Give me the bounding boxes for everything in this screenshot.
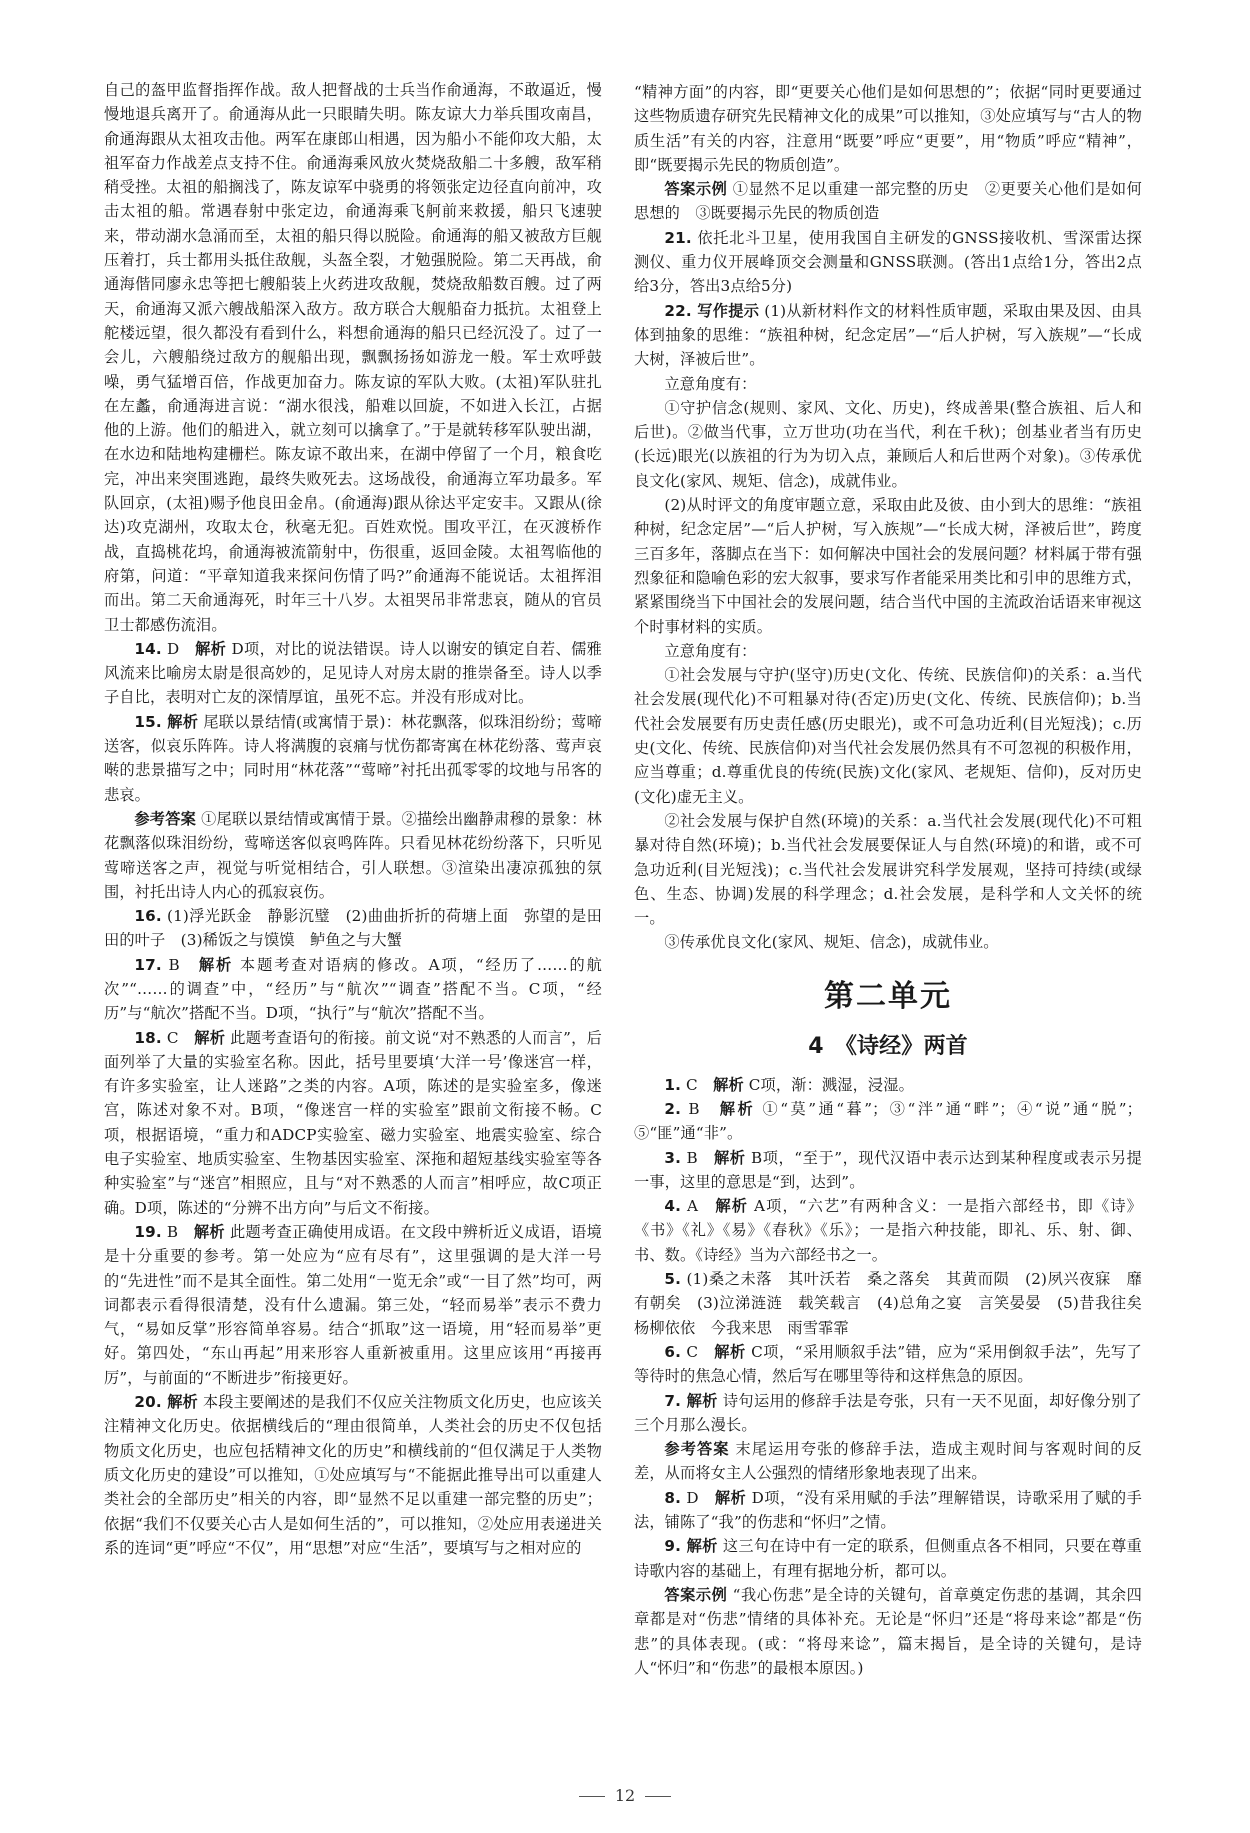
answer-paragraph: 20. 解析 本段主要阐述的是我们不仅应关注物质文化历史，也应该关注精神文化历史。依据横线后的“理由很简单，人类社会的历史不仅包括物质文化历史，也应包括精神文化的历史”和横线前的“但仅满足于人类物质文化历史的建设”可以推知，①处应填写与“不能据此推导出可以重建人类社会的全部历史”相关的内容，即“显然不足以重建一部完整的历史”；依据“我们不仅要关心古人是如何生活的”，可以推知，②处应用表递进关系的连词“更”呼应“不仅”，用“思想”对应“生活”，要填写与之相对应的 <box>104 1393 602 1557</box>
page-number-left-dash <box>579 1796 605 1797</box>
answer-paragraph: 14. D 解析 D项，对比的说法错误。诗人以谢安的镇定自若、儒雅风流来比喻房太尉是很高妙的，足见诗人对房太尉的推崇备至。诗人以季子自比，表明对亡友的深情厚谊，虽死不忘。并没有形成对比。 <box>104 639 602 707</box>
left-column <box>104 78 602 1560</box>
answer-paragraph: 4. A 解析 A项，“六艺”有两种含义：一是指六部经书，即《诗》《书》《礼》《易》《春秋》《乐》；一是指六种技能，即礼、乐、射、御、书、数。《诗经》当为六部经书之一。 <box>634 1197 1142 1264</box>
answer-paragraph: 1. C 解析 C项，渐：溅湿，浸湿。 <box>664 1075 914 1094</box>
right-column <box>634 80 1158 1680</box>
answer-paragraph: 立意角度有： <box>664 641 757 660</box>
answer-paragraph: 18. C 解析 此题考查语句的衔接。前文说“对不熟悉的人而言”，后面列举了大量的实验室名称。因此，括号里要填‘大洋一号’像迷宫一样，有许多实验室，让人迷路”之类的内容。A项，陈述的是实验室多，像迷宫，陈述对象不对。B项，“像迷宫一样的实验室”跟前文衔接不畅。C项，根据语境，“重力和ADCP实验室、磁力实验室、地震实验室、综合电子实验室、地质实验室、生物基因实验室、深拖和超短基线实验室等各种实验室”与“迷宫”相照应，且与“对不熟悉的人而言”相呼应，故C项正确。D项，陈述的“分辨不出方向”与后文不衔接。 <box>104 1028 602 1217</box>
answer-paragraph: 2. B 解析 ①“莫”通“暮”；③“泮”通“畔”；④“说”通“脱”；⑤“匪”通“非”。 <box>634 1099 1142 1143</box>
answer-paragraph: 9. 解析 这三句在诗中有一定的联系，但侧重点各不相同，只要在尊重诗歌内容的基础上，有理有据地分析，都可以。 <box>634 1537 1142 1580</box>
answer-paragraph: ②社会发展与保护自然(环境)的关系：a.当代社会发展(现代化)不可粗暴对待自然(环境)；b.当代社会发展要保证人与自然(环境)的和谐，或不可急功近利(目光短浅)；c.当代社会发展讲究科学发展观，坚持可持续(或绿色、生态、协调)发展的科学理念；d.社会发展，是科学和人文关怀的统一。 <box>634 811 1142 928</box>
answer-paragraph: 自己的盔甲监督指挥作战。敌人把督战的士兵当作俞通海，不敢逼近，慢慢地退兵离开了。俞通海从此一只眼睛失明。陈友谅大力举兵围攻南昌，俞通海跟从太祖攻击他。两军在康郎山相遇，因为船小不能仰攻大船，太祖军奋力作战差点支持不住。俞通海乘风放火焚烧敌船二十多艘，敌军稍稍受挫。太祖的船搁浅了，陈友谅军中骁勇的将领张定边径直向前冲，攻击太祖的船。常遇春射中张定边，俞通海乘飞舸前来救援，船只飞速驶来，带动湖水急涌而至，太祖的船只得以脱险。俞通海的船又被敌方巨舰压着打，兵士都用头抵住敌舰，头盔全裂，才勉强脱险。第二天再战，俞通海偕同廖永忠等把七艘船装上火药进攻敌舰，焚烧敌船数百艘。过了两天，俞通海又派六艘战船深入敌方。敌方联合大舰船奋力抵抗。太祖登上舵楼远望，很久都没有看到什么，料想俞通海的船只已经沉没了。过了一会儿，六艘船绕过敌方的舰船出现，飘飘扬扬如游龙一般。军士欢呼鼓噪，勇气猛增百倍，作战更加奋力。陈友谅的军队大败。(太祖)军队驻扎在左蠡，俞通海进言说：“湖水很浅，船难以回旋，不如进入长江，占据他的上游。他们的船进入，就立刻可以擒拿了。”于是就转移军队驶出湖，在水边和陆地构建栅栏。陈友谅不敢出来，在湖中停留了一个月，粮食吃完，冲出来突围逃跑，最终失败死去。这场战役，俞通海立军功最多。军队回京，(太祖)赐予他良田金帛。(俞通海)跟从徐达平定安丰。又跟从(徐达)攻克湖州，攻取太仓，秋毫无犯。百姓欢悦。围攻平江，在灭渡桥作战，直捣桃花坞，俞通海被流箭射中，伤很重，返回金陵。太祖驾临他的府第，问道：“平章知道我来探问伤情了吗?”俞通海不能说话。太祖挥泪而出。第二天俞通海死，时年三十八岁。太祖哭吊非常悲哀，随从的官员卫士都感伤流泪。 <box>104 81 602 634</box>
unit-title: 第二单元 <box>824 978 952 1014</box>
answer-paragraph: 7. 解析 诗句运用的修辞手法是夸张，只有一天不见面，却好像分别了三个月那么漫长。 <box>634 1391 1142 1434</box>
answer-paragraph: “精神方面”的内容，即“更要关心他们是如何思想的”；依据“同时更要通过这些物质遗存研究先民精神文化的成果”可以推知，③处应填写与“古人的物质生活”有关的内容，注意用“既要”呼应“更要”，用“物质”呼应“精神”，即“既要揭示先民的物质创造”。 <box>634 83 1142 174</box>
answer-paragraph: 19. B 解析 此题考查正确使用成语。在文段中辨析近义成语，语境是十分重要的参考。第一处应为“应有尽有”，这里强调的是大洋一号的“先进性”而不是其全面性。第二处用“一览无余”或“一目了然”均可，两词都表示看得很清楚，没有什么遗漏。第三处，“轻而易举”表示不费力气，“易如反掌”形容简单容易。结合“抓取”这一语境，用“轻而易举”更好。第四处，“东山再起”用来形容人重新被重用。这里应该用“再接再厉”，与前面的“不断进步”衔接更好。 <box>104 1222 602 1387</box>
answer-paragraph: 21. 依托北斗卫星，使用我国自主研发的GNSS接收机、雪深雷达探测仪、重力仪开展峰顶交会测量和GNSS联测。(答出1点给1分，答出2点给3分，答出3点给5分) <box>634 228 1142 296</box>
answer-paragraph: ③传承优良文化(家风、规矩、信念)，成就伟业。 <box>664 933 999 952</box>
answer-paragraph: ①社会发展与守护(坚守)历史(文化、传统、民族信仰)的关系：a.当代社会发展(现代化)不可粗暴对待(否定)历史(文化、传统、民族信仰)；b.当代社会发展要有历史责任感(历史眼光)，或不可急功近利(目光短浅)；c.历史(文化、传统、民族信仰)对当代社会发展仍然具有不可忽视的积极作用，应当尊重；d.尊重优良的传统(民族)文化(家风、老规矩、信仰)，反对历史(文化)虚无主义。 <box>634 666 1142 806</box>
answer-paragraph: 22. 写作提示 (1)从新材料作文的材料性质审题，采取由果及因、由具体到抽象的思维：“族祖种树，纪念定居”—“后人护树，写入族规”—“长成大树，泽被后世”。 <box>634 301 1142 369</box>
answer-paragraph: 16. (1)浮光跃金 静影沉璧 (2)曲曲折折的荷塘上面 弥望的是田田的叶子 (3)稀饭之与馍馍 鲈鱼之与大蟹 <box>104 907 602 950</box>
answer-paragraph: 6. C 解析 C项，“采用顺叙手法”错，应为“采用倒叙手法”，先写了等待时的焦急心情，然后写在哪里等待和这样焦急的原因。 <box>634 1342 1142 1386</box>
page-number-right-dash <box>645 1796 671 1797</box>
answer-paragraph: 3. B 解析 B项，“至于”，现代汉语中表示达到某种程度或表示另提一事，这里的意思是“到，达到”。 <box>634 1148 1142 1191</box>
answer-paragraph: 17. B 解析 本题考查对语病的修改。A项，“经历了……的航次”“……的调查”中，“经历”与“航次”“调查”搭配不当。C项，“经历”与“航次”搭配不当。D项，“执行”与“航次”搭配不当。 <box>104 955 602 1023</box>
page-number <box>0 1786 1250 1805</box>
page-number-value: 12 <box>614 1786 636 1805</box>
answer-paragraph: 答案示例 “我心伤悲”是全诗的关键句，首章奠定伤悲的基调，其余四章都是对“伤悲”情绪的具体补充。无论是“怀归”还是“将母来谂”都是“伤悲”的具体表现。(或：“将母来谂”，篇末揭旨，是全诗的关键句，是诗人“怀归”和“伤悲”的最根本原因。) <box>634 1585 1142 1677</box>
answer-paragraph: 答案示例 ①显然不足以重建一部完整的历史 ②更要关心他们是如何思想的 ③既要揭示先民的物质创造 <box>634 180 1142 223</box>
answer-paragraph: 8. D 解析 D项，“没有采用赋的手法”理解错误，诗歌采用了赋的手法，铺陈了“我”的伤悲和“怀归”之情。 <box>634 1488 1142 1532</box>
answer-paragraph: 参考答案 ①尾联以景结情或寓情于景。②描绘出幽静肃穆的景象：林花飘落似珠泪纷纷，莺啼送客似哀鸣阵阵。只看见林花纷纷落下，只听见莺啼送客之声，视觉与听觉相结合，引人联想。③渲染出凄凉孤独的氛围，衬托出诗人内心的孤寂哀伤。 <box>104 809 602 901</box>
answer-paragraph: ①守护信念(规则、家风、文化、历史)，终成善果(整合族祖、后人和后世)。②做当代事，立万世功(功在当代，利在千秋)；创基业者当有历史(长远)眼光(以族祖的行为为切入点，兼顾后人和后世两个对象)。③传承优良文化(家风、规矩、信念)，成就伟业。 <box>634 398 1142 490</box>
answer-paragraph: (2)从时评文的角度审题立意，采取由此及彼、由小到大的思维：“族祖种树，纪念定居”—“后人护树，写入族规”—“长成大树，泽被后世”，跨度三百多年，落脚点在当下：如何解决中国社会的发展问题？材料属于带有强烈象征和隐喻色彩的宏大叙事，要求写作者能采用类比和引申的思维方式，紧紧围绕当下中国社会的发展问题，结合当代中国的主流政治话语来审视这个时事材料的实质。 <box>634 496 1142 636</box>
answer-paragraph: 参考答案 末尾运用夸张的修辞手法，造成主观时间与客观时间的反差，从而将女主人公强烈的情绪形象地表现了出来。 <box>634 1440 1142 1483</box>
lesson-title: 4 《诗经》两首 <box>808 1033 968 1059</box>
answer-paragraph: 15. 解析 尾联以景结情(或寓情于景)：林花飘落，似珠泪纷纷；莺啼送客，似哀乐阵阵。诗人将满腹的哀痛与忧伤都寄寓在林花纷落、莺声哀啭的悲景描写之中；同时用“林花落”“莺啼”衬托出孤零零的坟地与吊客的悲哀。 <box>104 712 602 804</box>
answer-paragraph: 立意角度有： <box>664 374 757 393</box>
answer-paragraph: 5. (1)桑之未落 其叶沃若 桑之落矣 其黄而陨 (2)夙兴夜寐 靡有朝矣 (3)泣涕涟涟 载笑载言 (4)总角之宴 言笑晏晏 (5)昔我往矣 杨柳依依 今我来思 雨雪霏霏 <box>634 1270 1158 1337</box>
